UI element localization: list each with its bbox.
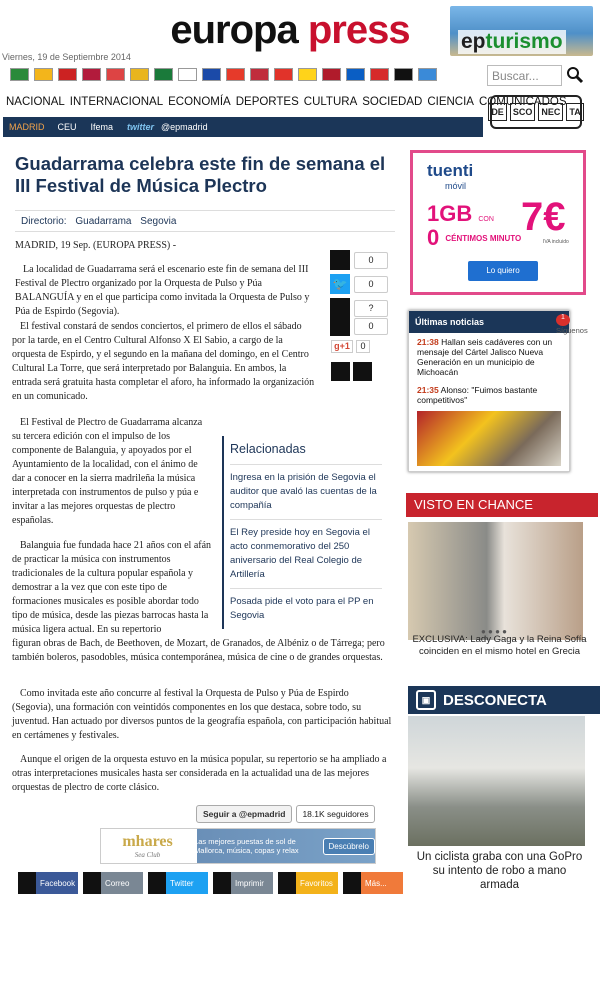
ad-copy: Las mejores puestas de sol de Mallorca, música, copas y relax (194, 837, 299, 855)
share-icon (343, 872, 361, 894)
sub-nav (3, 117, 483, 137)
region-flag-icon[interactable] (226, 68, 245, 81)
article-paragraph: figuran obras de Bach, de Beethoven, de Mozart, de Granados, de Albéniz o de Tárrega; pero también boleros, pasodobles, música contemporánea, música de cine o de grandes orquestas. (12, 638, 385, 663)
tag-guadarrama[interactable]: Guadarrama (75, 216, 132, 227)
region-flag-icon[interactable] (274, 68, 293, 81)
subnav-ceu[interactable]: CEU (57, 122, 77, 132)
epturismo-logo: epturismo (458, 30, 566, 54)
share-icon[interactable] (353, 362, 372, 381)
directorio-label: Directorio: (21, 216, 67, 227)
desconecta-title: DESCONECTA (443, 691, 547, 709)
news-photo[interactable] (417, 411, 561, 466)
desconecta-caption[interactable]: Un ciclista graba con una GoPro su intento de robo a mano armada (416, 851, 583, 891)
share-row-3 (330, 298, 388, 318)
region-flag-icon[interactable] (250, 68, 269, 81)
region-flag-icon[interactable] (82, 68, 101, 81)
search-input[interactable]: Buscar... (487, 65, 562, 86)
share-row-1 (330, 250, 388, 270)
share-imprimir-button[interactable]: Imprimir (213, 872, 273, 894)
tuenti-logo: tuenti móvil (427, 161, 474, 191)
desconecta-logo[interactable]: DE SCO NEC TA (490, 95, 582, 129)
epturismo-banner[interactable] (450, 6, 593, 56)
ad-gb: 1GB CON (427, 201, 494, 226)
region-flag-icon[interactable] (154, 68, 173, 81)
desconecta-icon: ▣ (416, 690, 436, 710)
region-flag-icon[interactable] (202, 68, 221, 81)
relacionadas-box (222, 436, 382, 629)
news-item[interactable]: 21:38 Hallan seis cadáveres con un mensaje del Cártel Jalisco Nueva Generación en un municipio de Michoacán (417, 337, 553, 377)
region-flag-icon[interactable] (10, 68, 29, 81)
region-flag-icon[interactable] (346, 68, 365, 81)
share-count: ? (354, 300, 388, 317)
directorio-bar (15, 210, 395, 232)
subnav-madrid[interactable]: MADRID (3, 122, 51, 132)
article-paragraph: Balanguia fue fundada hace 21 años con el afán de practicar la música con instrumentos tradicionales de la cultura popular española y demostrar a la vez que con este tipo de formaciones musicales es posible abordar todo tipo de música, desde las piezas barrocas hasta la música ligera actual. En su repertorio (12, 540, 212, 635)
linkedin-icon[interactable] (330, 298, 350, 318)
ad-iva: IVA incluido (543, 239, 569, 245)
share-icon (213, 872, 231, 894)
region-flag-icon[interactable] (106, 68, 125, 81)
share-icon (83, 872, 101, 894)
twitter-handle[interactable]: @epmadrid (161, 122, 208, 132)
share-icon (18, 872, 36, 894)
share-correo-button[interactable]: Correo (83, 872, 143, 894)
share-favoritos-button[interactable]: Favoritos (278, 872, 338, 894)
region-flag-icon[interactable] (394, 68, 413, 81)
region-flag-icon[interactable] (298, 68, 317, 81)
share-count: 0 (354, 276, 388, 293)
main-nav (6, 96, 567, 108)
relacionadas-title: Relacionadas (230, 442, 306, 456)
region-flag-icon[interactable] (322, 68, 341, 81)
chance-caption[interactable]: EXCLUSIVA: Lady Gaga y la Reina Sofía coinciden en el mismo hotel en Grecia (412, 634, 587, 657)
news-item[interactable]: 21:35 Alonso: "Fuimos bastante competitivos" (417, 385, 538, 405)
chance-photo[interactable] (408, 522, 583, 640)
gplus-widget (331, 340, 370, 353)
logo-europa: europa (170, 8, 298, 52)
share-icon (148, 872, 166, 894)
article-paragraph: El festival constará de sendos conciertos, el primero de ellos el sábado por la tarde, en el Centro Cultural Alfonso X El Sabio, a cargo de la orquesta de Espirdo, y el segundo en la mañana del domingo, en el Centro Cultural La Torre, que será interpretado por Balanguia. En ambos, la entrada será gratuita hasta completar el aforo, ha informado la organización en un comunicado. (12, 321, 315, 402)
current-date: Viernes, 19 de Septiembre 2014 (2, 52, 131, 62)
lo-quiero-button[interactable]: Lo quiero (468, 261, 538, 281)
ad-cta-button[interactable]: Descúbrelo (323, 838, 375, 855)
notification-badge: 1 (556, 314, 570, 326)
region-flag-icon[interactable] (58, 68, 77, 81)
carousel-dots[interactable]: ● ● ● ● (481, 627, 507, 636)
ad-brand: mhares Sea Club (122, 833, 173, 859)
share-twitter-button[interactable]: Twitter (148, 872, 208, 894)
article-paragraph: Como invitada este año concurre al festival la Orquesta de Pulso y Púa de Espirdo (Segovia), una formación con veintidós componentes en los que destaca, sobre todo, su juventud. Han actuado por diversos puntos de la geografía española, con participación habitual en certámenes y festivales. (12, 688, 392, 741)
nav-item-cultura[interactable]: CULTURA (303, 96, 358, 108)
nav-item-economia[interactable]: ECONOMÍA (168, 96, 231, 108)
article-dateline: MADRID, 19 Sep. (EUROPA PRESS) - (15, 240, 177, 251)
nav-item-sociedad[interactable]: SOCIEDAD (362, 96, 423, 108)
share-icon (278, 872, 296, 894)
mhares-ad[interactable] (100, 828, 376, 864)
nav-item-internacional[interactable]: INTERNACIONAL (69, 96, 164, 108)
article-headline: Guadarrama celebra este fin de semana el III Festival de Música Plectro (15, 153, 386, 196)
europapress-logo[interactable] (140, 8, 440, 53)
ultimas-title: Últimas noticias (409, 311, 569, 333)
nav-item-ciencia[interactable]: CIENCIA (427, 96, 474, 108)
twitter-follow (196, 805, 375, 823)
facebook-like-icon[interactable] (330, 250, 350, 270)
tag-segovia[interactable]: Segovia (140, 216, 177, 227)
meneame-icon[interactable] (330, 316, 350, 336)
gplus-button[interactable]: g+1 (331, 340, 353, 353)
nav-item-comunicados[interactable]: COMUNICADOS (478, 96, 567, 108)
region-flag-icon[interactable] (130, 68, 149, 81)
logo-press: press (307, 8, 410, 52)
desconecta-header[interactable] (408, 686, 600, 714)
follow-button[interactable]: Seguir a @epmadrid (196, 805, 292, 823)
subnav-ifema[interactable]: Ifema (90, 122, 114, 132)
ad-cero: 0 CÉNTIMOS MINUTO (427, 225, 522, 250)
share-count: 0 (354, 318, 388, 335)
region-flag-icon[interactable] (34, 68, 53, 81)
share-icon[interactable] (331, 362, 350, 381)
share-ms-button[interactable]: Más... (343, 872, 403, 894)
ultimas-noticias-widget (408, 310, 570, 472)
region-flags (10, 68, 437, 81)
visto-en-chance-header[interactable]: VISTO EN CHANCE (406, 493, 598, 517)
share-count: 0 (354, 252, 388, 269)
twitter-bird-icon[interactable]: 🐦 (330, 274, 350, 294)
ad-price: 7€ (521, 195, 566, 239)
share-bar (18, 872, 403, 894)
nav-item-deportes[interactable]: DEPORTES (235, 96, 299, 108)
article-paragraph: Aunque el origen de la orquesta estuvo en la música popular, su repertorio se ha ampliado a otras interpretaciones musicales hasta ser considerada en la actualidad una de las mejores orquestas de plectro de corte clásico. (12, 754, 387, 793)
share-row-2 (330, 274, 388, 294)
twitter-logo[interactable]: twitter (127, 122, 155, 132)
share-facebook-button[interactable]: Facebook (18, 872, 78, 894)
article-paragraph: El Festival de Plectro de Guadarrama alcanza su tercera edición con el impulso de los componente de Balanguia, y apoyados por el Ayuntamiento de la localidad, con el ánimo de dar a conocer en la sierra madrileña la música interpretada con instrumentos de pulso y púa e invitar a las mejores orquestas de plectro españolas. (12, 417, 203, 526)
article-paragraph: La localidad de Guadarrama será el escenario este fin de semana del III Festival de Plectro organizado por la Orquesta de Pulso y Púa BALANGUÍA y en el que participa como invitada la Orquesta de Pulso y Púa de Espirdo (Segovia). (15, 264, 310, 317)
related-link[interactable]: Ingresa en la prisión de Segovia el auditor que avaló las cuentas de la compañía (230, 464, 382, 519)
follower-count: 18.1K seguidores (296, 805, 374, 823)
related-link[interactable]: Posada pide el voto para el PP en Segovia (230, 588, 382, 629)
related-link[interactable]: El Rey preside hoy en Segovia el acto conmemorativo del 250 aniversario del Real Colegio de Artillería (230, 519, 382, 588)
region-flag-icon[interactable] (178, 68, 197, 81)
share-row-4 (330, 316, 388, 336)
region-flag-icon[interactable] (370, 68, 389, 81)
desconecta-photo[interactable] (408, 716, 585, 846)
region-flag-icon[interactable] (418, 68, 437, 81)
search-icon[interactable] (566, 66, 584, 84)
nav-item-nacional[interactable]: NACIONAL (6, 96, 65, 108)
siguenos-link[interactable]: Síguenos (556, 326, 588, 335)
gplus-count: 0 (356, 340, 370, 353)
tuenti-ad[interactable] (410, 150, 586, 295)
